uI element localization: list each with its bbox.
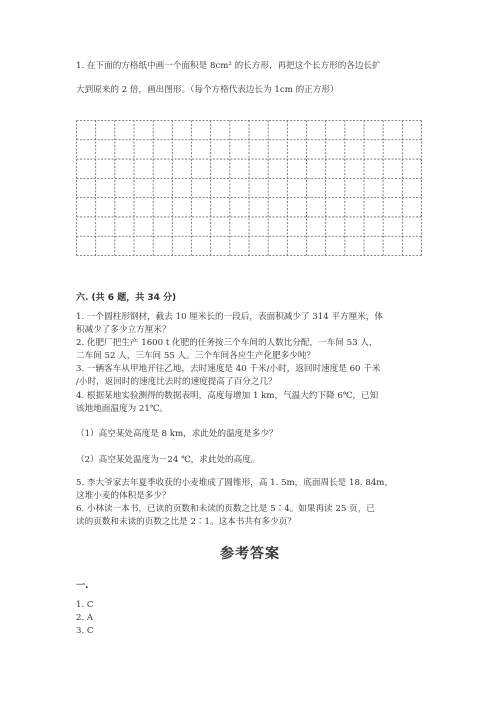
sub-question-2: （2）高空某处温度为－24 ℃，求此处的高度。 [76, 455, 260, 465]
question-line: 5. 李大爷家去年夏季收获的小麦堆成了圆锥形，高 1. 5m，底面周长是 18. 84m， [76, 478, 394, 488]
section-6-title: 六. (共 6 题，共 34 分) [76, 293, 177, 303]
graph-paper-grid [76, 120, 422, 256]
question-line: 4. 根据某地实验测得的数据表明，高度每增加 1 km，气温大约下降 6℃，已知 [76, 391, 379, 401]
answer-item: 3. C [76, 626, 94, 636]
question-line: 2. 化肥厂把生产 1600 t 化肥的任务按三个车间的人数比分配，一车间 53 人， [76, 338, 378, 348]
answer-item: 2. A [76, 613, 94, 623]
question-line: 二车间 52 人，三车间 55 人。三个车间各应生产化肥多少吨？ [76, 351, 316, 361]
question-1-line-2: 大到原来的 2 倍，画出图形。（每个方格代表边长为 1cm 的正方形） [76, 85, 339, 95]
question-line: 读的页数和未读的页数之比是 2∶1。这本书共有多少页？ [76, 517, 296, 527]
question-line: /小时，返回时的速度比去时的速度提高了百分之几？ [76, 377, 277, 387]
question-line: 6. 小林读一本书，已读的页数和未读的页数之比是 5∶4。如果再读 25 页，已 [76, 504, 375, 514]
question-line: 该地地面温度为 21℃。 [76, 404, 169, 414]
grid-svg [76, 120, 422, 256]
question-1-line-1: 1. 在下面的方格纸中画一个面积是 8cm² 的长方形，再把这个长方形的各边长扩 [76, 61, 381, 71]
question-line: 3. 一辆客车从甲地开往乙地，去时速度是 40 千米/小时，返回时速度是 60 千米 [76, 364, 381, 374]
question-line: 这堆小麦的体积是多少？ [76, 491, 171, 501]
question-line: 积减少了多少立方厘米？ [76, 325, 171, 335]
answer-item: 1. C [76, 600, 94, 610]
sub-question-1: （1）高空某处高度是 8 km，求此处的温度是多少？ [76, 429, 278, 439]
answer-section-1: 一. [76, 581, 89, 591]
answer-key-title: 参考答案 [220, 546, 280, 562]
question-line: 1. 一个圆柱形钢材，截去 10 厘米长的一段后，表面积减少了 314 平方厘米，体 [76, 312, 384, 322]
